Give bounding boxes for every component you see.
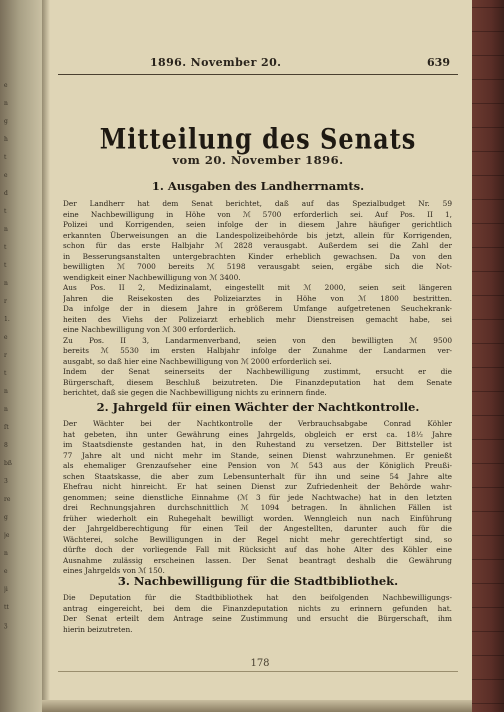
text-line: genommen; seine dienstliche Einnahme (ℳ 3 für jede Nachtwache) hat in den letzten xyxy=(63,492,452,502)
margin-fragment: t xyxy=(4,370,7,377)
text-line: bewilligten ℳ 7000 bereits ℳ 5198 verausgabt seien, ergäbe sich die Not- xyxy=(63,262,452,271)
cover-texture-line xyxy=(472,247,504,248)
section-body-2 xyxy=(63,419,452,577)
margin-fragment: g xyxy=(4,514,8,521)
cover-texture-line xyxy=(472,535,504,536)
text-line: schon für das erste Halbjahr ℳ 2828 verausgabt. Außerdem sei die Zahl der xyxy=(63,241,452,250)
margin-fragment: t xyxy=(4,208,7,215)
section-body-3 xyxy=(63,593,452,635)
text-line: hierin beizutreten. xyxy=(63,624,133,634)
margin-fragment: e xyxy=(4,82,8,89)
cover-texture-line xyxy=(472,175,504,176)
text-line: Ehefrau nicht hinreicht. Er hat seinen Dienst zur Zufriedenheit der Behörde wahr- xyxy=(63,482,452,491)
margin-fragment: n xyxy=(4,388,8,395)
text-line: Die Deputation für die Stadtbibliothek hat den beifolgenden Nachbewilligungs- xyxy=(63,593,452,602)
margin-fragment: d xyxy=(4,190,8,197)
cover-texture-line xyxy=(472,319,504,320)
margin-fragment: e xyxy=(4,172,8,179)
text-line: als ehemaliger Grenzaufseher eine Pension von ℳ 543 aus der Königlich Preußi- xyxy=(63,461,452,470)
margin-fragment: re xyxy=(4,496,11,503)
left-adjacent-page xyxy=(0,0,42,712)
margin-fragment: 8 xyxy=(4,442,8,449)
cover-texture-line xyxy=(472,295,504,296)
text-line: eines Jahrgelds von ℳ 150. xyxy=(63,566,165,575)
cover-texture-line xyxy=(472,655,504,656)
margin-fragment: bß xyxy=(4,460,12,467)
cover-texture-line xyxy=(472,607,504,608)
text-line: Der Wächter bei der Nachtkontrolle der Verbrauchsabgabe Conrad Köhler xyxy=(63,419,452,428)
header-rule xyxy=(58,74,458,75)
running-header xyxy=(120,56,450,72)
margin-fragment: n xyxy=(4,100,8,107)
footer-rule xyxy=(58,671,458,672)
text-line: der Jahrgeldberechtigung für einen Teil der Angestellten, darunter auch für die xyxy=(63,524,452,533)
margin-fragment: tt xyxy=(4,604,9,611)
text-line: antrag eingereicht, bei dem die Finanzdeputation nichts zu erinnern gefunden hat. xyxy=(63,603,452,613)
cover-texture-line xyxy=(472,79,504,80)
cover-texture-line xyxy=(472,679,504,680)
text-line: Zu Pos. II 3, Landarmenverband, seien von den bewilligten ℳ 9500 xyxy=(63,335,452,345)
text-line: Ausnahme zulässig erscheinen lassen. Der Senat beantragt deshalb die Gewährung xyxy=(63,555,452,565)
text-line: eine Nachbewilligung in Höhe von ℳ 5700 erforderlich sei. Auf Pos. II 1, xyxy=(63,209,452,219)
gutter-shadow xyxy=(42,0,50,712)
document-subtitle: vom 20. November 1896. xyxy=(172,153,344,167)
text-line: erkannten Überweisungen an die Landespolizeibehörde bis jetzt, allein für Korrigenden, xyxy=(63,230,452,240)
cover-texture-line xyxy=(472,7,504,8)
cover-texture-line xyxy=(472,391,504,392)
cover-texture-line xyxy=(472,31,504,32)
text-line: 77 Jahre alt und nicht mehr im Stande, seinen Dienst wahrzunehmen. Er genießt xyxy=(63,450,452,460)
text-line: schen Staatskasse, die aber zum Lebensunterhalt für ihn und seine 54 Jahre alte xyxy=(63,471,452,481)
header-page-number: 639 xyxy=(427,56,450,69)
cover-texture-line xyxy=(472,103,504,104)
cover-texture-line xyxy=(472,487,504,488)
cover-texture-line xyxy=(472,367,504,368)
margin-fragment: ʒ xyxy=(4,622,8,629)
margin-fragment: e xyxy=(4,334,8,341)
margin-fragment: je xyxy=(4,532,10,539)
margin-fragment: r xyxy=(4,298,7,305)
cover-texture-line xyxy=(472,199,504,200)
cover-texture-line xyxy=(472,55,504,56)
text-line: Jahren die Reisekosten des Polizeiarztes in Höhe von ℳ 1800 bestritten. xyxy=(63,293,452,303)
text-line: bereits ℳ 5530 im ersten Halbjahr infolge der Zunahme der Landarmen ver- xyxy=(63,346,452,355)
section-heading-2: 2. Jahrgeld für einen Wächter der Nachtkontrolle. xyxy=(96,400,420,414)
footer-number: 178 xyxy=(250,658,270,669)
margin-fragment: n xyxy=(4,280,8,287)
margin-fragment: ſt xyxy=(4,424,9,431)
book-cover-edge xyxy=(472,0,504,712)
margin-fragment: n xyxy=(4,406,8,413)
margin-fragment: e xyxy=(4,568,8,575)
text-line: hat gebeten, ihn unter Gewährung eines Jahrgelds, obgleich er erst ca. 18¹⁄₂ Jahre xyxy=(63,429,452,439)
section-heading-3: 3. Nachbewilligung für die Stadtbibliothek. xyxy=(117,574,399,588)
cover-texture-line xyxy=(472,415,504,416)
cover-texture-line xyxy=(472,631,504,632)
text-line: eine Nachbewilligung von ℳ 300 erforderlich. xyxy=(63,325,236,334)
margin-fragment: n xyxy=(4,226,8,233)
cover-texture-line xyxy=(472,127,504,128)
text-line: Der Senat erteilt dem Antrage seine Zustimmung und ersucht die Bürgerschaft, ihm xyxy=(63,614,452,623)
text-line: Wächterei, solche Bewilligungen in der Regel nicht mehr gerechtfertigt sind, so xyxy=(63,534,452,544)
cover-texture-line xyxy=(472,151,504,152)
margin-fragment: t xyxy=(4,154,7,161)
cover-texture-line xyxy=(472,511,504,512)
cover-texture-line xyxy=(472,343,504,344)
text-line: heiten des Viehs der Polizeiarzt erheblich mehr Dienstreisen gemacht habe, sei xyxy=(63,314,452,324)
text-line: Aus Pos. II 2, Medizinalamt, eingestellt mit ℳ 2000, seien seit längeren xyxy=(63,283,452,292)
margin-fragment: g xyxy=(4,118,8,125)
text-line: Indem der Senat seinerseits der Nachbewilligung zustimmt, ersucht er die xyxy=(63,367,452,376)
cover-texture-line xyxy=(472,223,504,224)
cover-texture-line xyxy=(472,439,504,440)
text-line: Da infolge der in diesem Jahre in größerem Umfange aufgetretenen Seuchekrank- xyxy=(63,304,452,313)
section-heading-1: 1. Ausgaben des Landherrnamts. xyxy=(151,179,365,193)
text-line: drei Rechnungsjahren durchschnittlich ℳ 1094 betragen. In ähnlichen Fällen ist xyxy=(63,503,452,512)
margin-fragment: r xyxy=(4,352,7,359)
margin-fragment: 1. xyxy=(4,316,10,323)
text-line: berichtet, daß sie gegen die Nachbewilligung nichts zu erinnern finde. xyxy=(63,388,327,397)
text-line: wendigkeit einer Nachbewilligung von ℳ 3400. xyxy=(63,272,241,282)
text-line: ausgabt, so daß hier eine Nachbewilligung von ℳ 2000 erforderlich sei. xyxy=(63,356,332,366)
margin-fragment: n xyxy=(4,550,8,557)
text-line: dürfte doch der vorliegende Fall mit Rücksicht auf das hohe Alter des Köhler eine xyxy=(63,545,452,554)
margin-fragment: ji xyxy=(4,586,8,593)
text-line: in Besserungsanstalten untergebrachten Kinder erheblich gewachsen. Da von den xyxy=(63,251,452,261)
cover-texture-line xyxy=(472,583,504,584)
margin-fragment: 3 xyxy=(4,478,8,485)
cover-texture-line xyxy=(472,703,504,704)
text-line: Der Landherr hat dem Senat berichtet, daß auf das Spezialbudget Nr. 59 xyxy=(63,199,452,208)
text-line: früher wiederholt ein Ruhegehalt bewilligt worden. Wenngleich nun nach Einführung xyxy=(63,513,452,523)
cover-texture-line xyxy=(472,559,504,560)
margin-fragment: t xyxy=(4,244,7,251)
text-line: Polizei und Korrigenden, seien infolge der in diesem Jahre häufiger gerichtlich xyxy=(63,220,452,229)
page-bottom-edge xyxy=(42,700,472,712)
margin-fragment: h xyxy=(4,136,8,143)
margin-fragment: t xyxy=(4,262,7,269)
document-title: Mitteilung des Senats xyxy=(99,121,417,156)
cover-texture-line xyxy=(472,271,504,272)
header-date: 1896. November 20. xyxy=(150,56,282,69)
cover-texture-line xyxy=(472,463,504,464)
section-body-1 xyxy=(63,199,452,399)
text-line: im Staatsdienste gestanden hat, in den Ruhestand zu versetzen. Der Bittsteller ist xyxy=(63,440,452,449)
text-line: Bürgerschaft, diesem Beschluß beizutreten. Die Finanzdeputation hat dem Senate xyxy=(63,377,452,387)
